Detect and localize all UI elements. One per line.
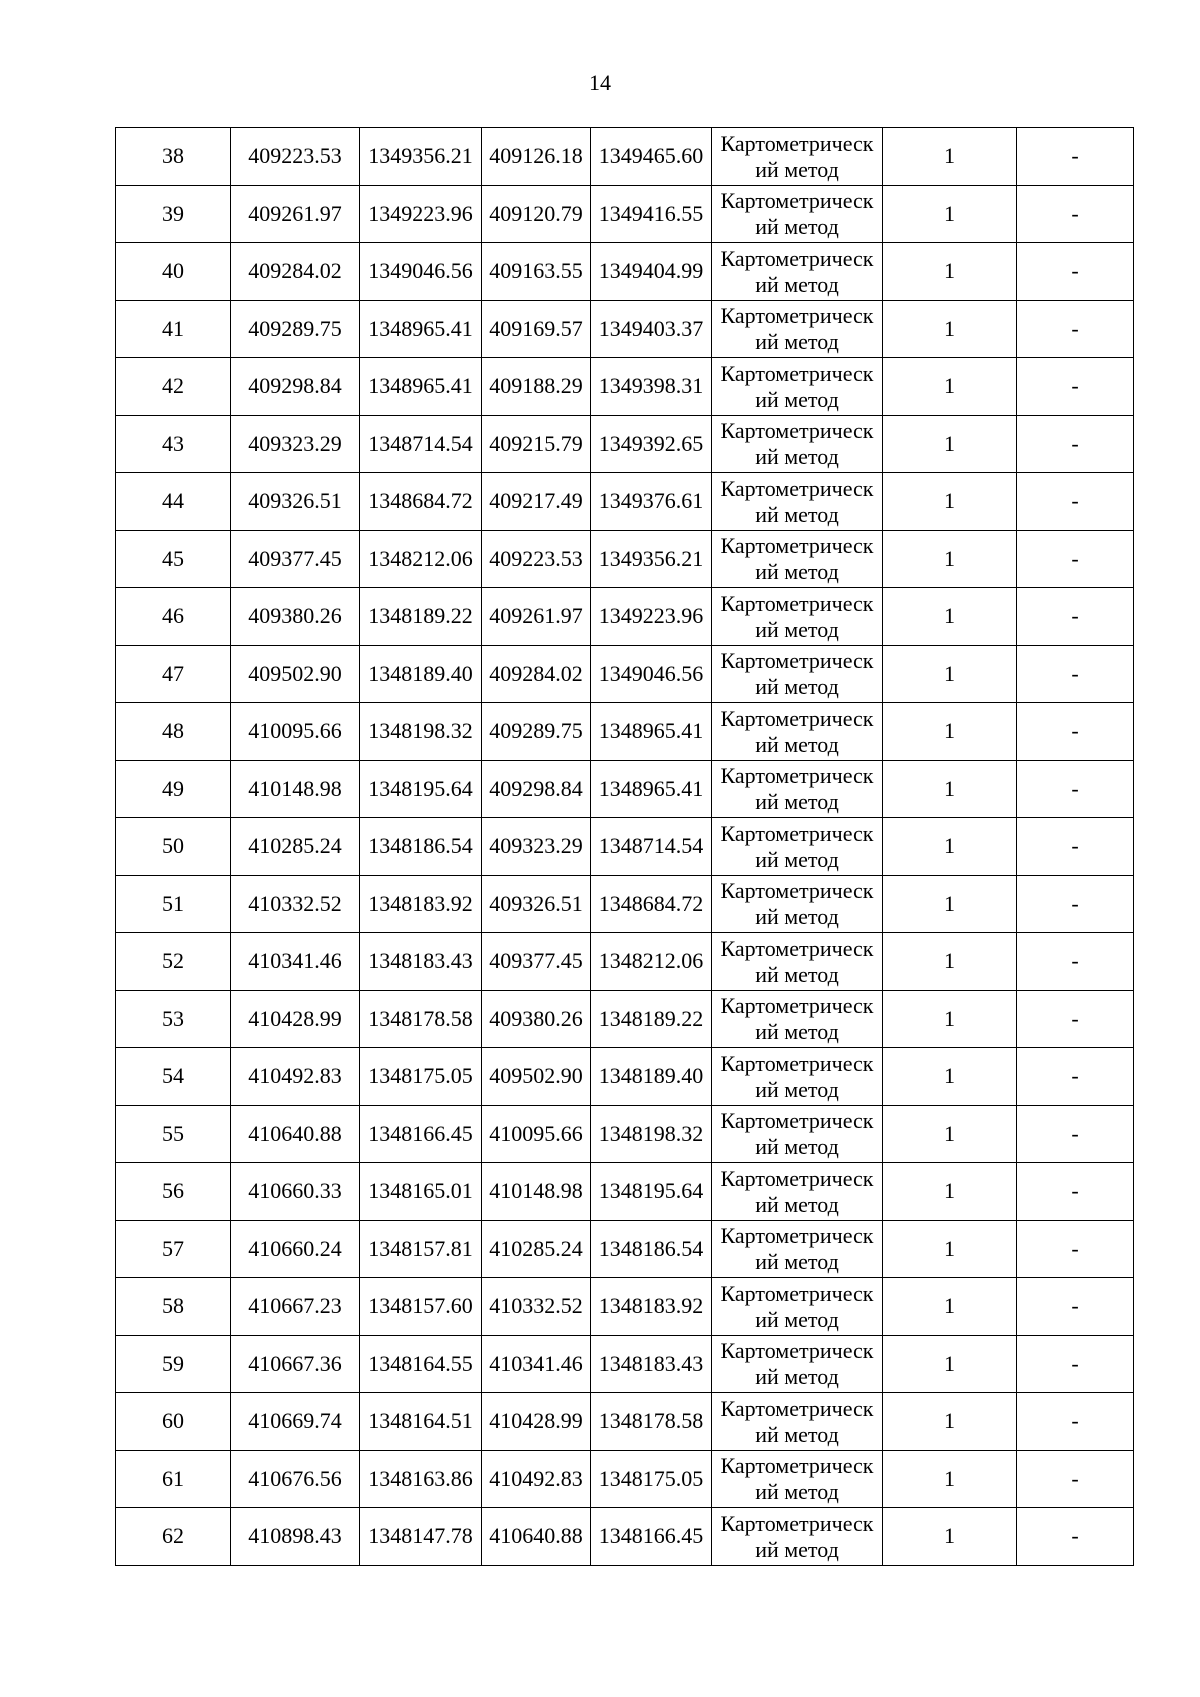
table-row xyxy=(116,300,1134,358)
method-cell xyxy=(712,818,883,876)
note-cell: - xyxy=(1017,760,1134,818)
method-cell xyxy=(712,358,883,416)
method-text-line-1: Картометрическ xyxy=(720,590,874,616)
prior-y-coordinate-cell: 1349356.21 xyxy=(591,530,712,588)
accuracy-cell: 1 xyxy=(883,185,1017,243)
accuracy-cell: 1 xyxy=(883,933,1017,991)
table-row xyxy=(116,645,1134,703)
method-cell xyxy=(712,185,883,243)
x-coordinate-cell: 409261.97 xyxy=(231,185,360,243)
accuracy-cell: 1 xyxy=(883,243,1017,301)
accuracy-cell: 1 xyxy=(883,875,1017,933)
prior-y-coordinate-cell: 1349398.31 xyxy=(591,358,712,416)
x-coordinate-cell: 409377.45 xyxy=(231,530,360,588)
accuracy-cell: 1 xyxy=(883,1163,1017,1221)
prior-y-coordinate-cell: 1348166.45 xyxy=(591,1508,712,1566)
table-row xyxy=(116,128,1134,186)
table-row xyxy=(116,588,1134,646)
y-coordinate-cell: 1348198.32 xyxy=(360,703,482,761)
prior-y-coordinate-cell: 1348189.40 xyxy=(591,1048,712,1106)
prior-x-coordinate-cell: 409188.29 xyxy=(482,358,591,416)
method-cell xyxy=(712,300,883,358)
accuracy-cell: 1 xyxy=(883,990,1017,1048)
method-text-line-2: ий метод xyxy=(755,961,839,987)
method-text-line-1: Картометрическ xyxy=(720,1165,874,1191)
point-number-cell: 42 xyxy=(116,358,231,416)
x-coordinate-cell: 410428.99 xyxy=(231,990,360,1048)
x-coordinate-cell: 410660.33 xyxy=(231,1163,360,1221)
prior-x-coordinate-cell: 410148.98 xyxy=(482,1163,591,1221)
prior-x-coordinate-cell: 409126.18 xyxy=(482,128,591,186)
y-coordinate-cell: 1348965.41 xyxy=(360,358,482,416)
point-number-cell: 56 xyxy=(116,1163,231,1221)
accuracy-cell: 1 xyxy=(883,760,1017,818)
note-cell: - xyxy=(1017,473,1134,531)
prior-y-coordinate-cell: 1348714.54 xyxy=(591,818,712,876)
prior-x-coordinate-cell: 409163.55 xyxy=(482,243,591,301)
method-text-line-1: Картометрическ xyxy=(720,533,874,559)
accuracy-cell: 1 xyxy=(883,1220,1017,1278)
x-coordinate-cell: 409323.29 xyxy=(231,415,360,473)
point-number-cell: 46 xyxy=(116,588,231,646)
prior-x-coordinate-cell: 410640.88 xyxy=(482,1508,591,1566)
method-text-line-2: ий метод xyxy=(755,674,839,700)
method-text-line-1: Картометрическ xyxy=(720,763,874,789)
method-text-line-2: ий метод xyxy=(755,904,839,930)
table-row xyxy=(116,243,1134,301)
method-text-line-2: ий метод xyxy=(755,271,839,297)
table-row xyxy=(116,415,1134,473)
point-number-cell: 59 xyxy=(116,1335,231,1393)
point-number-cell: 58 xyxy=(116,1278,231,1336)
method-cell xyxy=(712,128,883,186)
x-coordinate-cell: 410285.24 xyxy=(231,818,360,876)
method-text-line-2: ий метод xyxy=(755,559,839,585)
x-coordinate-cell: 409284.02 xyxy=(231,243,360,301)
method-text-line-2: ий метод xyxy=(755,444,839,470)
y-coordinate-cell: 1348186.54 xyxy=(360,818,482,876)
method-text-line-1: Картометрическ xyxy=(720,1280,874,1306)
accuracy-cell: 1 xyxy=(883,1278,1017,1336)
method-text-line-1: Картометрическ xyxy=(720,1338,874,1364)
accuracy-cell: 1 xyxy=(883,300,1017,358)
prior-x-coordinate-cell: 409326.51 xyxy=(482,875,591,933)
prior-y-coordinate-cell: 1348198.32 xyxy=(591,1105,712,1163)
table-row xyxy=(116,1163,1134,1221)
table-row xyxy=(116,1220,1134,1278)
accuracy-cell: 1 xyxy=(883,588,1017,646)
y-coordinate-cell: 1348165.01 xyxy=(360,1163,482,1221)
y-coordinate-cell: 1348212.06 xyxy=(360,530,482,588)
prior-x-coordinate-cell: 410492.83 xyxy=(482,1450,591,1508)
table-row xyxy=(116,1450,1134,1508)
accuracy-cell: 1 xyxy=(883,703,1017,761)
prior-y-coordinate-cell: 1349046.56 xyxy=(591,645,712,703)
method-text-line-1: Картометрическ xyxy=(720,993,874,1019)
method-cell xyxy=(712,1220,883,1278)
y-coordinate-cell: 1348189.40 xyxy=(360,645,482,703)
prior-x-coordinate-cell: 409377.45 xyxy=(482,933,591,991)
method-text-line-2: ий метод xyxy=(755,616,839,642)
x-coordinate-cell: 410640.88 xyxy=(231,1105,360,1163)
note-cell: - xyxy=(1017,1450,1134,1508)
accuracy-cell: 1 xyxy=(883,1335,1017,1393)
method-text-line-2: ий метод xyxy=(755,386,839,412)
note-cell: - xyxy=(1017,415,1134,473)
prior-y-coordinate-cell: 1349465.60 xyxy=(591,128,712,186)
point-number-cell: 52 xyxy=(116,933,231,991)
accuracy-cell: 1 xyxy=(883,1048,1017,1106)
accuracy-cell: 1 xyxy=(883,473,1017,531)
page-number: 14 xyxy=(589,70,611,95)
prior-x-coordinate-cell: 409380.26 xyxy=(482,990,591,1048)
method-text-line-2: ий метод xyxy=(755,1134,839,1160)
note-cell: - xyxy=(1017,243,1134,301)
point-number-cell: 51 xyxy=(116,875,231,933)
accuracy-cell: 1 xyxy=(883,128,1017,186)
prior-y-coordinate-cell: 1349223.96 xyxy=(591,588,712,646)
note-cell: - xyxy=(1017,358,1134,416)
point-number-cell: 48 xyxy=(116,703,231,761)
method-cell xyxy=(712,243,883,301)
table-row xyxy=(116,1278,1134,1336)
prior-x-coordinate-cell: 409223.53 xyxy=(482,530,591,588)
x-coordinate-cell: 410898.43 xyxy=(231,1508,360,1566)
note-cell: - xyxy=(1017,933,1134,991)
method-cell xyxy=(712,1163,883,1221)
note-cell: - xyxy=(1017,300,1134,358)
method-cell xyxy=(712,1105,883,1163)
note-cell: - xyxy=(1017,1163,1134,1221)
accuracy-cell: 1 xyxy=(883,818,1017,876)
table-row xyxy=(116,933,1134,991)
accuracy-cell: 1 xyxy=(883,530,1017,588)
table-row xyxy=(116,875,1134,933)
x-coordinate-cell: 410660.24 xyxy=(231,1220,360,1278)
prior-y-coordinate-cell: 1348175.05 xyxy=(591,1450,712,1508)
method-text-line-1: Картометрическ xyxy=(720,245,874,271)
method-cell xyxy=(712,933,883,991)
method-text-line-1: Картометрическ xyxy=(720,303,874,329)
point-number-cell: 43 xyxy=(116,415,231,473)
x-coordinate-cell: 410492.83 xyxy=(231,1048,360,1106)
prior-x-coordinate-cell: 409169.57 xyxy=(482,300,591,358)
prior-y-coordinate-cell: 1349404.99 xyxy=(591,243,712,301)
note-cell: - xyxy=(1017,645,1134,703)
y-coordinate-cell: 1348195.64 xyxy=(360,760,482,818)
note-cell: - xyxy=(1017,185,1134,243)
method-text-line-2: ий метод xyxy=(755,1191,839,1217)
note-cell: - xyxy=(1017,818,1134,876)
note-cell: - xyxy=(1017,1105,1134,1163)
accuracy-cell: 1 xyxy=(883,1508,1017,1566)
point-number-cell: 44 xyxy=(116,473,231,531)
method-text-line-1: Картометрическ xyxy=(720,475,874,501)
prior-x-coordinate-cell: 409323.29 xyxy=(482,818,591,876)
table-row xyxy=(116,990,1134,1048)
method-text-line-2: ий метод xyxy=(755,329,839,355)
y-coordinate-cell: 1348183.43 xyxy=(360,933,482,991)
coordinates-table xyxy=(115,127,1134,1566)
prior-y-coordinate-cell: 1348684.72 xyxy=(591,875,712,933)
prior-x-coordinate-cell: 409261.97 xyxy=(482,588,591,646)
method-text-line-1: Картометрическ xyxy=(720,1395,874,1421)
method-text-line-1: Картометрическ xyxy=(720,648,874,674)
table-row xyxy=(116,473,1134,531)
method-text-line-1: Картометрическ xyxy=(720,1050,874,1076)
y-coordinate-cell: 1348147.78 xyxy=(360,1508,482,1566)
note-cell: - xyxy=(1017,1220,1134,1278)
method-cell xyxy=(712,1335,883,1393)
prior-y-coordinate-cell: 1348965.41 xyxy=(591,703,712,761)
prior-y-coordinate-cell: 1348178.58 xyxy=(591,1393,712,1451)
table-row xyxy=(116,1335,1134,1393)
method-cell xyxy=(712,875,883,933)
method-cell xyxy=(712,645,883,703)
method-text-line-2: ий метод xyxy=(755,1364,839,1390)
method-cell xyxy=(712,1508,883,1566)
prior-x-coordinate-cell: 410285.24 xyxy=(482,1220,591,1278)
method-text-line-1: Картометрическ xyxy=(720,1223,874,1249)
table-body xyxy=(116,128,1134,1566)
x-coordinate-cell: 410667.36 xyxy=(231,1335,360,1393)
note-cell: - xyxy=(1017,990,1134,1048)
accuracy-cell: 1 xyxy=(883,645,1017,703)
point-number-cell: 61 xyxy=(116,1450,231,1508)
note-cell: - xyxy=(1017,1048,1134,1106)
method-text-line-1: Картометрическ xyxy=(720,1510,874,1536)
point-number-cell: 47 xyxy=(116,645,231,703)
y-coordinate-cell: 1348175.05 xyxy=(360,1048,482,1106)
method-text-line-2: ий метод xyxy=(755,1536,839,1562)
y-coordinate-cell: 1348714.54 xyxy=(360,415,482,473)
point-number-cell: 41 xyxy=(116,300,231,358)
accuracy-cell: 1 xyxy=(883,1105,1017,1163)
prior-x-coordinate-cell: 409284.02 xyxy=(482,645,591,703)
point-number-cell: 62 xyxy=(116,1508,231,1566)
prior-y-coordinate-cell: 1349376.61 xyxy=(591,473,712,531)
method-cell xyxy=(712,703,883,761)
prior-x-coordinate-cell: 409215.79 xyxy=(482,415,591,473)
method-cell xyxy=(712,588,883,646)
x-coordinate-cell: 410676.56 xyxy=(231,1450,360,1508)
x-coordinate-cell: 409289.75 xyxy=(231,300,360,358)
method-text-line-1: Картометрическ xyxy=(720,935,874,961)
y-coordinate-cell: 1348166.45 xyxy=(360,1105,482,1163)
method-text-line-2: ий метод xyxy=(755,1306,839,1332)
note-cell: - xyxy=(1017,1393,1134,1451)
x-coordinate-cell: 409298.84 xyxy=(231,358,360,416)
point-number-cell: 55 xyxy=(116,1105,231,1163)
table-row xyxy=(116,185,1134,243)
table-row xyxy=(116,703,1134,761)
prior-x-coordinate-cell: 410095.66 xyxy=(482,1105,591,1163)
note-cell: - xyxy=(1017,588,1134,646)
note-cell: - xyxy=(1017,1278,1134,1336)
prior-y-coordinate-cell: 1349392.65 xyxy=(591,415,712,473)
prior-y-coordinate-cell: 1349416.55 xyxy=(591,185,712,243)
method-text-line-1: Картометрическ xyxy=(720,360,874,386)
x-coordinate-cell: 409380.26 xyxy=(231,588,360,646)
point-number-cell: 53 xyxy=(116,990,231,1048)
point-number-cell: 49 xyxy=(116,760,231,818)
table-row xyxy=(116,1105,1134,1163)
method-text-line-2: ий метод xyxy=(755,731,839,757)
method-text-line-1: Картометрическ xyxy=(720,188,874,214)
method-cell xyxy=(712,990,883,1048)
method-cell xyxy=(712,760,883,818)
y-coordinate-cell: 1348178.58 xyxy=(360,990,482,1048)
note-cell: - xyxy=(1017,530,1134,588)
method-text-line-2: ий метод xyxy=(755,846,839,872)
accuracy-cell: 1 xyxy=(883,415,1017,473)
x-coordinate-cell: 410667.23 xyxy=(231,1278,360,1336)
method-text-line-1: Картометрическ xyxy=(720,418,874,444)
method-text-line-1: Картометрическ xyxy=(720,130,874,156)
point-number-cell: 54 xyxy=(116,1048,231,1106)
method-text-line-1: Картометрическ xyxy=(720,705,874,731)
prior-x-coordinate-cell: 409289.75 xyxy=(482,703,591,761)
point-number-cell: 39 xyxy=(116,185,231,243)
x-coordinate-cell: 410669.74 xyxy=(231,1393,360,1451)
method-text-line-2: ий метод xyxy=(755,1479,839,1505)
prior-y-coordinate-cell: 1348195.64 xyxy=(591,1163,712,1221)
method-text-line-1: Картометрическ xyxy=(720,878,874,904)
method-cell xyxy=(712,1048,883,1106)
point-number-cell: 60 xyxy=(116,1393,231,1451)
method-text-line-2: ий метод xyxy=(755,1249,839,1275)
point-number-cell: 38 xyxy=(116,128,231,186)
prior-x-coordinate-cell: 409298.84 xyxy=(482,760,591,818)
accuracy-cell: 1 xyxy=(883,1393,1017,1451)
x-coordinate-cell: 409502.90 xyxy=(231,645,360,703)
method-text-line-2: ий метод xyxy=(755,156,839,182)
method-text-line-2: ий метод xyxy=(755,214,839,240)
y-coordinate-cell: 1348163.86 xyxy=(360,1450,482,1508)
prior-y-coordinate-cell: 1348212.06 xyxy=(591,933,712,991)
method-text-line-1: Картометрическ xyxy=(720,1108,874,1134)
note-cell: - xyxy=(1017,875,1134,933)
prior-x-coordinate-cell: 409502.90 xyxy=(482,1048,591,1106)
prior-x-coordinate-cell: 410428.99 xyxy=(482,1393,591,1451)
y-coordinate-cell: 1348684.72 xyxy=(360,473,482,531)
method-text-line-2: ий метод xyxy=(755,789,839,815)
table-row xyxy=(116,358,1134,416)
note-cell: - xyxy=(1017,1335,1134,1393)
y-coordinate-cell: 1348189.22 xyxy=(360,588,482,646)
x-coordinate-cell: 410095.66 xyxy=(231,703,360,761)
prior-x-coordinate-cell: 410332.52 xyxy=(482,1278,591,1336)
prior-x-coordinate-cell: 409217.49 xyxy=(482,473,591,531)
method-cell xyxy=(712,415,883,473)
accuracy-cell: 1 xyxy=(883,1450,1017,1508)
note-cell: - xyxy=(1017,1508,1134,1566)
method-text-line-2: ий метод xyxy=(755,501,839,527)
method-text-line-2: ий метод xyxy=(755,1019,839,1045)
point-number-cell: 40 xyxy=(116,243,231,301)
y-coordinate-cell: 1348164.55 xyxy=(360,1335,482,1393)
prior-x-coordinate-cell: 410341.46 xyxy=(482,1335,591,1393)
x-coordinate-cell: 410341.46 xyxy=(231,933,360,991)
table-row xyxy=(116,1048,1134,1106)
method-text-line-1: Картометрическ xyxy=(720,820,874,846)
prior-y-coordinate-cell: 1348186.54 xyxy=(591,1220,712,1278)
y-coordinate-cell: 1348965.41 xyxy=(360,300,482,358)
y-coordinate-cell: 1348164.51 xyxy=(360,1393,482,1451)
accuracy-cell: 1 xyxy=(883,358,1017,416)
method-cell xyxy=(712,1393,883,1451)
method-cell xyxy=(712,1450,883,1508)
method-text-line-1: Картометрическ xyxy=(720,1453,874,1479)
prior-y-coordinate-cell: 1348183.92 xyxy=(591,1278,712,1336)
x-coordinate-cell: 410148.98 xyxy=(231,760,360,818)
method-cell xyxy=(712,473,883,531)
method-cell xyxy=(712,530,883,588)
method-text-line-2: ий метод xyxy=(755,1076,839,1102)
y-coordinate-cell: 1349223.96 xyxy=(360,185,482,243)
table-row xyxy=(116,1393,1134,1451)
table-row xyxy=(116,1508,1134,1566)
x-coordinate-cell: 410332.52 xyxy=(231,875,360,933)
prior-x-coordinate-cell: 409120.79 xyxy=(482,185,591,243)
y-coordinate-cell: 1349356.21 xyxy=(360,128,482,186)
table-row xyxy=(116,818,1134,876)
prior-y-coordinate-cell: 1349403.37 xyxy=(591,300,712,358)
table-row xyxy=(116,530,1134,588)
prior-y-coordinate-cell: 1348189.22 xyxy=(591,990,712,1048)
table-row xyxy=(116,760,1134,818)
x-coordinate-cell: 409223.53 xyxy=(231,128,360,186)
x-coordinate-cell: 409326.51 xyxy=(231,473,360,531)
note-cell: - xyxy=(1017,703,1134,761)
note-cell: - xyxy=(1017,128,1134,186)
method-cell xyxy=(712,1278,883,1336)
point-number-cell: 50 xyxy=(116,818,231,876)
y-coordinate-cell: 1348183.92 xyxy=(360,875,482,933)
y-coordinate-cell: 1348157.81 xyxy=(360,1220,482,1278)
method-text-line-2: ий метод xyxy=(755,1421,839,1447)
point-number-cell: 57 xyxy=(116,1220,231,1278)
y-coordinate-cell: 1348157.60 xyxy=(360,1278,482,1336)
point-number-cell: 45 xyxy=(116,530,231,588)
prior-y-coordinate-cell: 1348965.41 xyxy=(591,760,712,818)
y-coordinate-cell: 1349046.56 xyxy=(360,243,482,301)
prior-y-coordinate-cell: 1348183.43 xyxy=(591,1335,712,1393)
